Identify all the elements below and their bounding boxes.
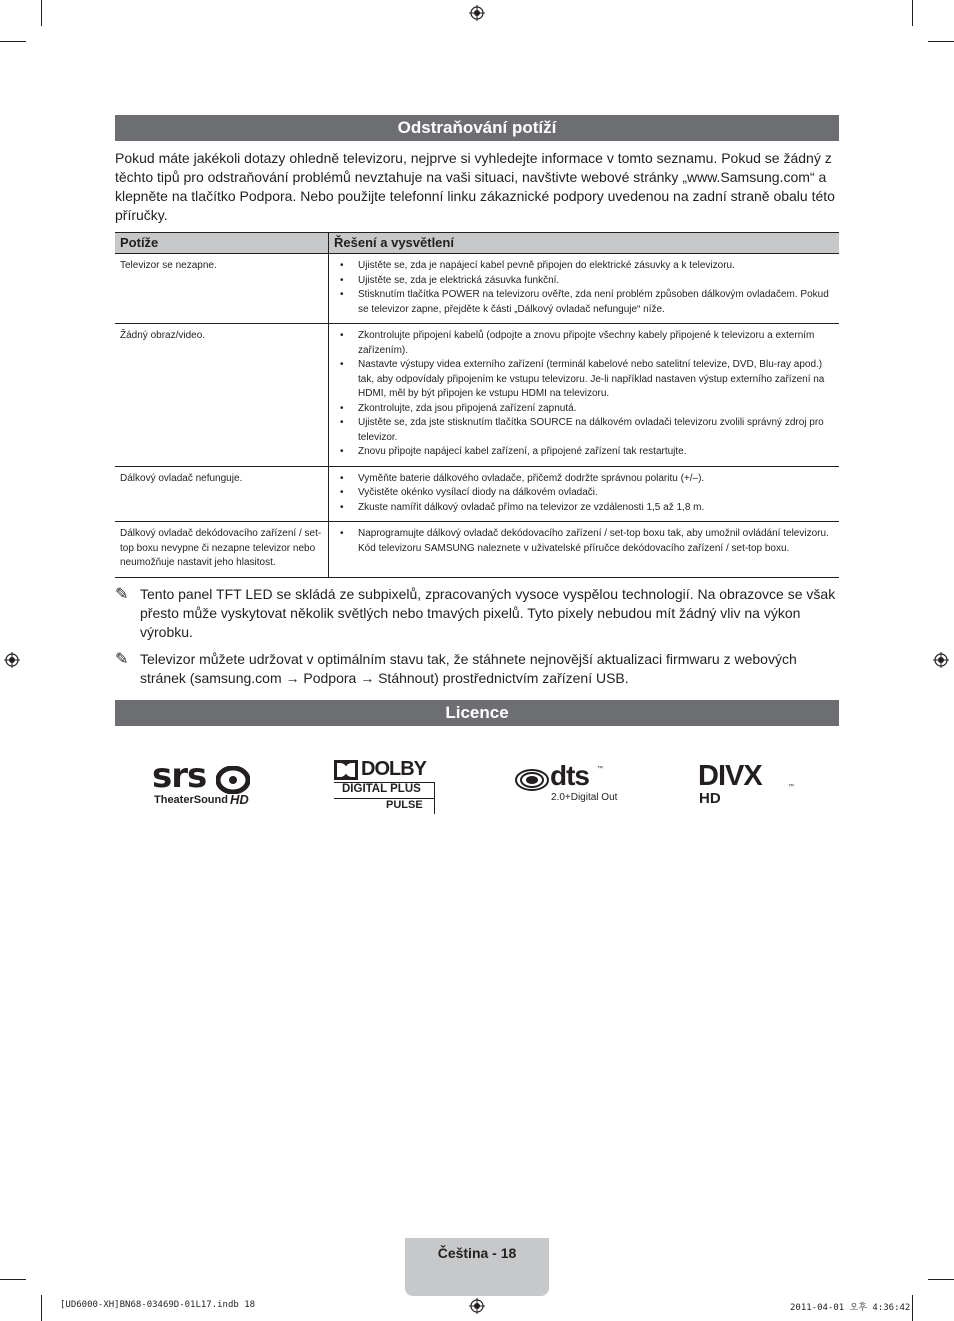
table-row: [115, 466, 839, 522]
solution-cell: [329, 466, 840, 522]
dts-tm-text: ™: [597, 766, 603, 772]
crop-mark: [928, 41, 954, 42]
intro-paragraph: Pokud máte jakékoli dotazy ohledně televizoru, nejprve si vyhledejte informace v tomto seznamu. Pokud se žádný z těchto tipů pro odstraňování problémů nevztahuje na vaši situaci, navštivte webové stránky „www.Samsung.com“ a klepněte na tlačítko Podpora. Nebo použijte telefonní linku zákaznické podpory uvedenou na zadní straně obalu této příručky.: [115, 150, 835, 223]
dolby-double-d-icon: [334, 760, 358, 780]
note-text: Tento panel TFT LED se skládá ze subpixelů, zpracovaných vysoce vyspělou technologií. Na obrazovce se však přesto může vyskytovat několik světlých nebo tmavých pixelů. Tyto pixely nebudou mít žádný vliv na výkon výrobku.: [140, 586, 836, 640]
table-row: [115, 254, 839, 324]
troubleshooting-table: [115, 232, 839, 578]
solution-item: • Ujistěte se, zda je elektrická zásuvka funkční.: [358, 274, 834, 289]
table-row: [115, 324, 839, 467]
dolby-line1-text: DIGITAL PLUS: [342, 783, 421, 795]
solution-cell: [329, 324, 840, 467]
divx-hd-logo: [698, 760, 798, 808]
column-header-solution: Řešení a vysvětlení: [329, 233, 840, 254]
solution-item: • Zkontrolujte, zda jsou připojená zařízení zapnutá.: [358, 402, 834, 417]
crop-mark: [912, 1295, 913, 1321]
table-header-row: [115, 233, 839, 254]
crop-mark: [928, 1279, 954, 1280]
solution-item: • Nastavte výstupy videa externího zařízení (terminál kabelové nebo satelitní televize, DVD, Blu-ray apod.) tak, aby odpovídaly připojením ke vstupu televizoru. Je-li například nastaven výstup externího zařízení na HDMI, měl by být připojen ke vstupu HDMI na televizoru.: [358, 358, 834, 402]
solution-item: • Ujistěte se, zda je napájecí kabel pevně připojen do elektrické zásuvky a k televizoru.: [358, 259, 834, 274]
divx-hd-text: HD: [699, 790, 721, 807]
solution-item: • Vyčistěte okénko vysílací diody na dálkovém ovladači.: [358, 486, 834, 501]
registration-mark-icon: [4, 652, 20, 668]
section-title-troubleshooting: Odstraňování potíží: [115, 115, 839, 141]
solution-item: • Stisknutím tlačítka POWER na televizoru ověřte, zda není problém způsoben dálkovým ovladačem. Pokud se televizor zapne, přejděte k části „Dálkový ovladač nefunguje“ níže.: [358, 288, 834, 317]
footer-file-info: [UD6000-XH]BN68-03469D-01L17.indb 18: [60, 1300, 256, 1310]
solution-cell: [329, 254, 840, 324]
registration-mark-icon: [469, 5, 485, 21]
srs-theatersound-logo: [152, 756, 257, 810]
problem-cell: Žádný obraz/video.: [115, 324, 329, 467]
crop-mark: [912, 0, 913, 26]
footer-date-info: 2011-04-01 오후 4:36:42: [790, 1303, 911, 1313]
divx-tm-text: ™: [788, 784, 794, 790]
dolby-logo-text: DOLBY: [361, 758, 426, 780]
divx-logo-text: DIVX: [698, 760, 762, 792]
dolby-line2-text: PULSE: [386, 799, 423, 811]
note-firmware: [115, 650, 839, 688]
note-tft-panel: [115, 585, 839, 642]
problem-cell: Televizor se nezapne.: [115, 254, 329, 324]
srs-logo-text: srs: [152, 756, 207, 796]
page-number-label: Čeština - 18: [437, 1245, 517, 1261]
solution-item: • Vyměňte baterie dálkového ovladače, přičemž dodržte správnou polaritu (+/–).: [358, 472, 834, 487]
pencil-note-icon: ✎: [115, 651, 129, 668]
registration-mark-icon: [469, 1298, 485, 1314]
pencil-note-icon: ✎: [115, 586, 129, 603]
crop-mark: [41, 0, 42, 26]
dts-logo-text: dts: [550, 760, 589, 791]
solution-item: • Zkontrolujte připojení kabelů (odpojte a znovu připojte všechny kabely připojené k televizoru a externím zařízením).: [358, 329, 834, 358]
solution-item: • Znovu připojte napájecí kabel zařízení, a připojené zařízení tak restartujte.: [358, 445, 834, 460]
section-title-licence: Licence: [115, 700, 839, 726]
problem-cell: Dálkový ovladač nefunguje.: [115, 466, 329, 522]
solution-item: • Naprogramujte dálkový ovladač dekódovacího zařízení / set-top boxu tak, aby umožnil ovládání televizoru. Kód televizoru SAMSUNG naleznete v uživatelské příručce dekódovacího zařízení / set-top boxu.: [358, 527, 834, 556]
dolby-digital-plus-logo: [334, 760, 436, 814]
note-text: Televizor můžete udržovat v optimálním stavu tak, že stáhnete nejnovější aktualizaci firmwaru z webových stránek (samsung.com → Podpora → Stáhnout) prostřednictvím zařízení USB.: [140, 651, 797, 686]
dolby-divider: [434, 782, 435, 814]
problem-cell: Dálkový ovladač dekódovacího zařízení / set-top boxu nevypne či nezapne televizor nebo neumožňuje nastavit jeho hlasitost.: [115, 522, 329, 578]
crop-mark: [41, 1295, 42, 1321]
srs-circle-icon: [216, 766, 250, 794]
solution-item: • Ujistěte se, zda jste stisknutím tlačítka SOURCE na dálkovém ovladači televizoru zvolili správný zdroj pro televizor.: [358, 416, 834, 445]
crop-mark: [0, 41, 26, 42]
crop-mark: [0, 1279, 26, 1280]
solution-cell: [329, 522, 840, 578]
solution-item: • Zkuste namířit dálkový ovladač přímo na televizor ze vzdálenosti 1,5 až 1,8 m.: [358, 501, 834, 516]
column-header-problem: Potíže: [115, 233, 329, 254]
dts-sub-text: 2.0+Digital Out: [551, 792, 618, 803]
srs-hd-text: HD: [230, 792, 249, 807]
dts-logo: [515, 760, 625, 806]
registration-mark-icon: [933, 652, 949, 668]
dts-rings-icon: [515, 768, 549, 792]
srs-sub-text: TheaterSound: [154, 794, 228, 806]
table-row: [115, 522, 839, 578]
